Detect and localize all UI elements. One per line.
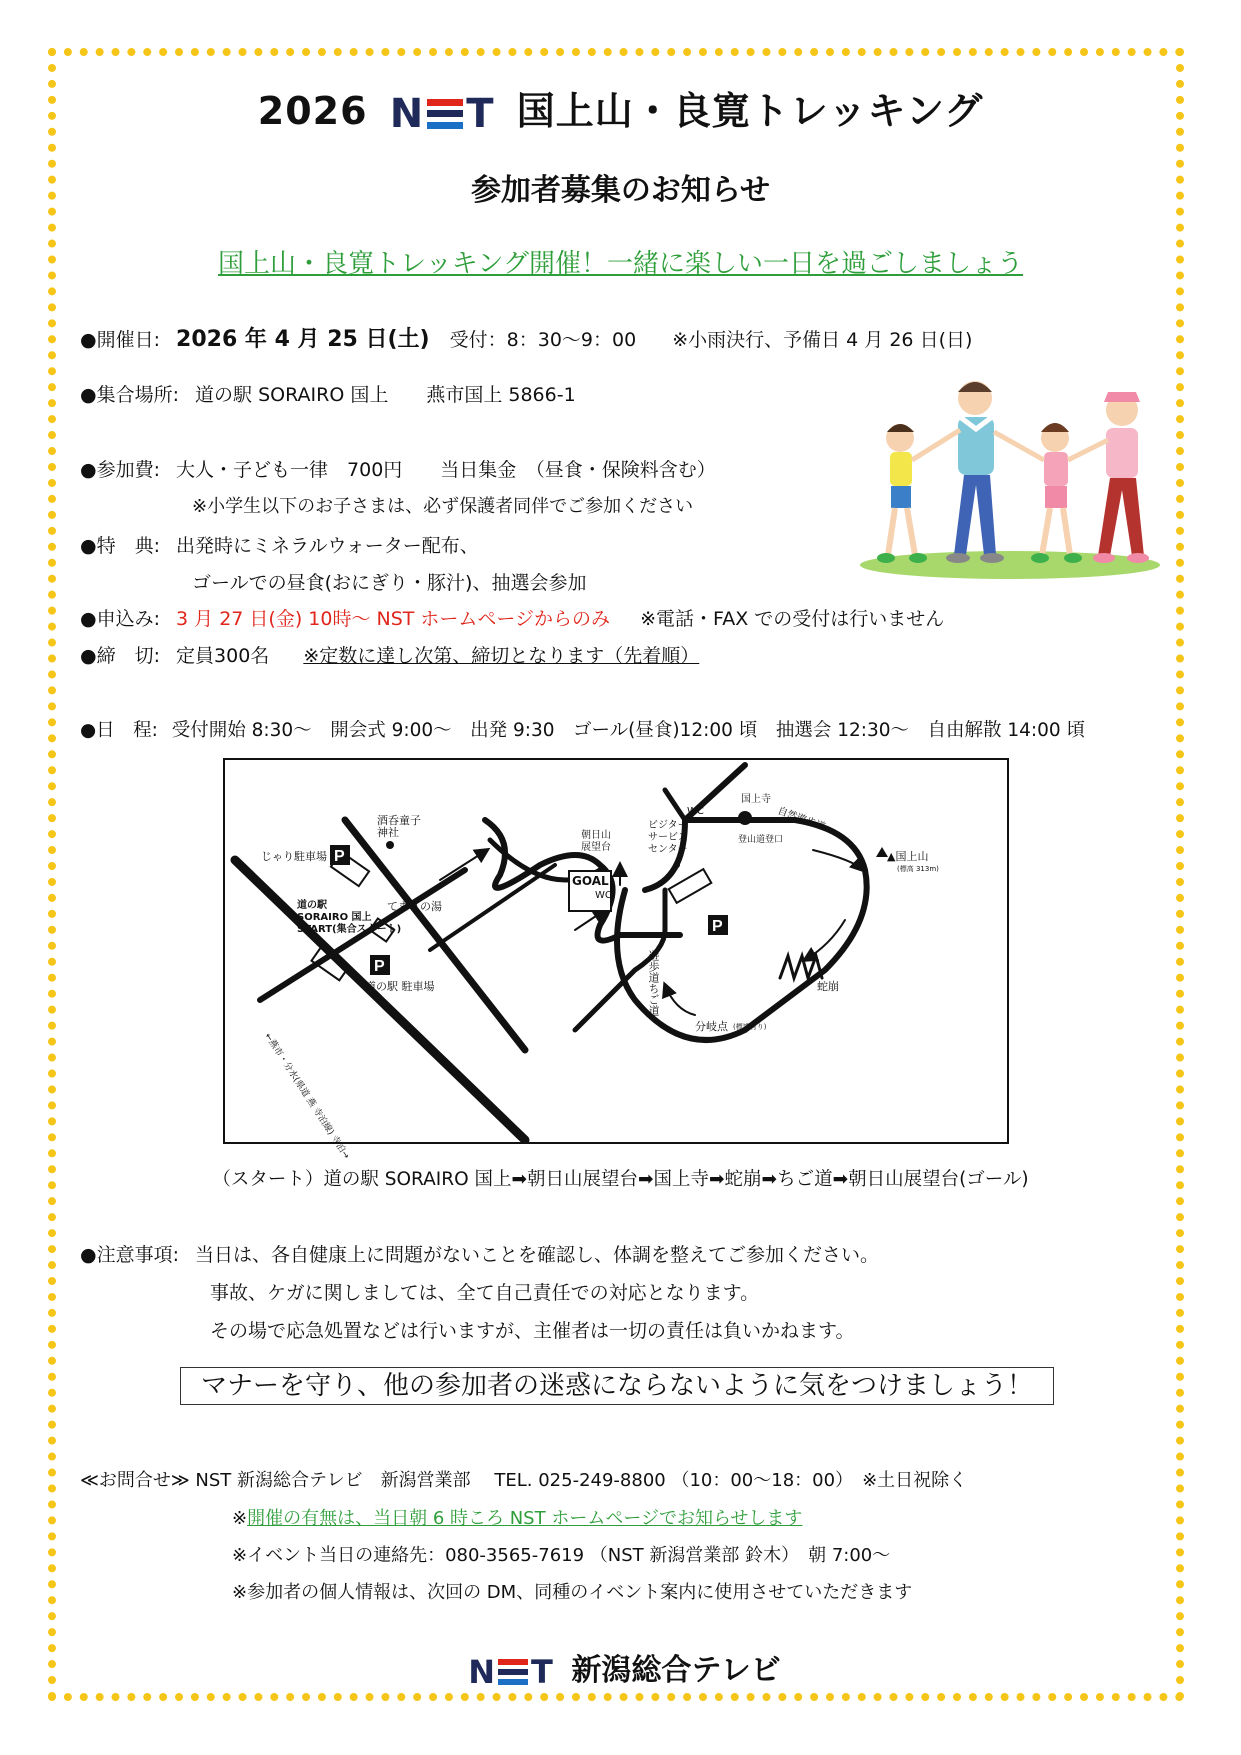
route-map-drawing	[225, 760, 1007, 1142]
label-shrine: 酒呑童子 神社	[377, 814, 421, 839]
contact-line3: ※イベント当日の連絡先：080-3565-7619 （NST 新潟営業部 鈴木） 朝 7:00～	[232, 1545, 891, 1566]
label-tozan: 登山道登口	[738, 835, 784, 845]
label-jari-parking: じゃり駐車場	[261, 850, 327, 863]
label-kokujoji: 国上寺	[741, 794, 771, 805]
svg-text:P: P	[712, 918, 723, 935]
label-altitude: (標高 313m)	[897, 865, 939, 873]
apply-value: 3 月 27 日(金) 10時～ NST ホームページからのみ	[176, 608, 611, 630]
label-visitor-center: ビジター サービス センター	[648, 820, 688, 855]
label-michinoeki-start: 道の駅 SORAIRO 国上 START(集合スタート)	[297, 900, 402, 935]
footer-company: 新潟総合テレビ	[571, 1653, 781, 1688]
label-temari: てまりの湯	[387, 900, 442, 913]
nst-logo: N T	[389, 90, 495, 137]
fee-value: 大人・子ども一律 700円 当日集金 （昼食・保険料含む）	[176, 459, 716, 481]
schedule-value: 受付開始 8:30～ 開会式 9:00～ 出発 9:30 ゴール(昼食)12:00 頃 抽選会 12:30～ 自由解散 14:00 頃	[171, 720, 1086, 741]
perk-line1: 出発時にミネラルウォーター配布、	[176, 535, 479, 557]
label-kugamiyama: ▲国上山	[887, 850, 929, 863]
apply-note: ※電話・FAX での受付は行いません	[640, 608, 945, 630]
label-jakuzure: 蛇崩	[817, 980, 839, 993]
notes-line2: 事故、ケガに関しましては、全て自己責任での対応となります。	[210, 1282, 760, 1304]
perk-line2: ゴールでの昼食(おにぎり・豚汁)、抽選会参加	[192, 572, 587, 594]
fee-label: ●参加費:	[80, 459, 160, 481]
apply-label: ●申込み:	[80, 608, 160, 630]
fee-row	[80, 455, 716, 482]
label-visitor-wc: WC	[687, 806, 704, 817]
deadline-note: ※定数に達し次第、締切となります（先着順）	[303, 645, 700, 667]
label-goal-wc: WC	[595, 890, 612, 901]
contact-line4: ※参加者の個人情報は、次回の DM、同種のイベント案内に使用させていただきます	[232, 1582, 913, 1603]
label-shizen: 自然遊歩道	[775, 805, 827, 834]
date-row	[80, 322, 972, 353]
notes-line1: 当日は、各自健康上に問題がないことを確認し、体調を整えてご参加ください。	[195, 1244, 880, 1266]
date-note: ※小雨決行、予備日 4 月 26 日(日)	[672, 329, 973, 351]
title-year: 2026	[257, 89, 368, 133]
deadline-label: ●締 切:	[80, 645, 160, 667]
venue-label: ●集合場所:	[80, 384, 179, 406]
label-bunki: 分岐点	[695, 1020, 728, 1033]
svg-text:P: P	[374, 958, 385, 975]
contact-line1: ≪お問合せ≫ NST 新潟総合テレビ 新潟営業部 TEL. 025-249-8800 （10：00～18：00） ※土日祝除く	[80, 1470, 968, 1491]
footer-logo	[0, 1645, 1241, 1691]
date-label: ●開催日:	[80, 329, 160, 351]
schedule-label: ●日 程:	[80, 720, 158, 741]
notes-row	[80, 1240, 879, 1267]
notes-line3: その場で応急処置などは行いますが、主催者は一切の責任は負いかねます。	[210, 1320, 855, 1342]
label-goal: GOAL	[572, 874, 609, 888]
route-text: （スタート）道の駅 SORAIRO 国上➡朝日山展望台➡国上寺➡蛇崩➡ちご道➡朝日山展望台(ゴール)	[212, 1169, 1029, 1190]
footer-nst-logo: N T	[468, 1652, 553, 1691]
deadline-value: 定員300名	[176, 645, 270, 667]
route-map	[223, 758, 1009, 1161]
notes-label: ●注意事項:	[80, 1244, 179, 1266]
title-event-name: 国上山・良寛トレッキング	[516, 89, 984, 133]
venue-row	[80, 380, 576, 407]
label-route-road: ←燕市・分水(県道 燕 寺泊線) 寺泊→	[262, 1031, 351, 1161]
label-asahiyama: 朝日山 展望台	[581, 830, 611, 853]
page-subtitle: 参加者募集のお知らせ	[470, 173, 771, 208]
label-bunki-note: (標識有り)	[733, 1023, 767, 1031]
contact-line2-link[interactable]: 開催の有無は、当日朝 6 時ころ NST ホームページでお知らせします	[247, 1508, 803, 1529]
label-michi-parking: 道の駅 駐車場	[365, 980, 435, 993]
label-chigomichi: 遊歩道ちご道	[647, 950, 660, 1016]
perk-label: ●特 典:	[80, 535, 160, 557]
event-title	[0, 80, 1241, 137]
contact-line2-prefix: ※	[232, 1508, 248, 1529]
contact-line2	[232, 1504, 802, 1530]
apply-row	[80, 604, 944, 631]
manner-box: マナーを守り、他の参加者の迷惑にならないように気をつけましょう！	[180, 1367, 1054, 1405]
venue-value: 道の駅 SORAIRO 国上 燕市国上 5866-1	[195, 384, 576, 406]
walking-family-illustration	[860, 370, 1170, 585]
svg-text:P: P	[334, 848, 345, 865]
schedule-row	[80, 716, 1085, 742]
date-value: 2026 年 4 月 25 日(土)	[176, 327, 430, 352]
perk-row	[80, 531, 479, 558]
deadline-row	[80, 641, 699, 668]
fee-note: ※小学生以下のお子さまは、必ず保護者同伴でご参加ください	[192, 496, 694, 517]
catchcopy: 国上山・良寛トレッキング開催！一緒に楽しい一日を過ごしましょう	[218, 249, 1023, 279]
date-reception: 受付：8：30～9：00	[449, 329, 637, 351]
